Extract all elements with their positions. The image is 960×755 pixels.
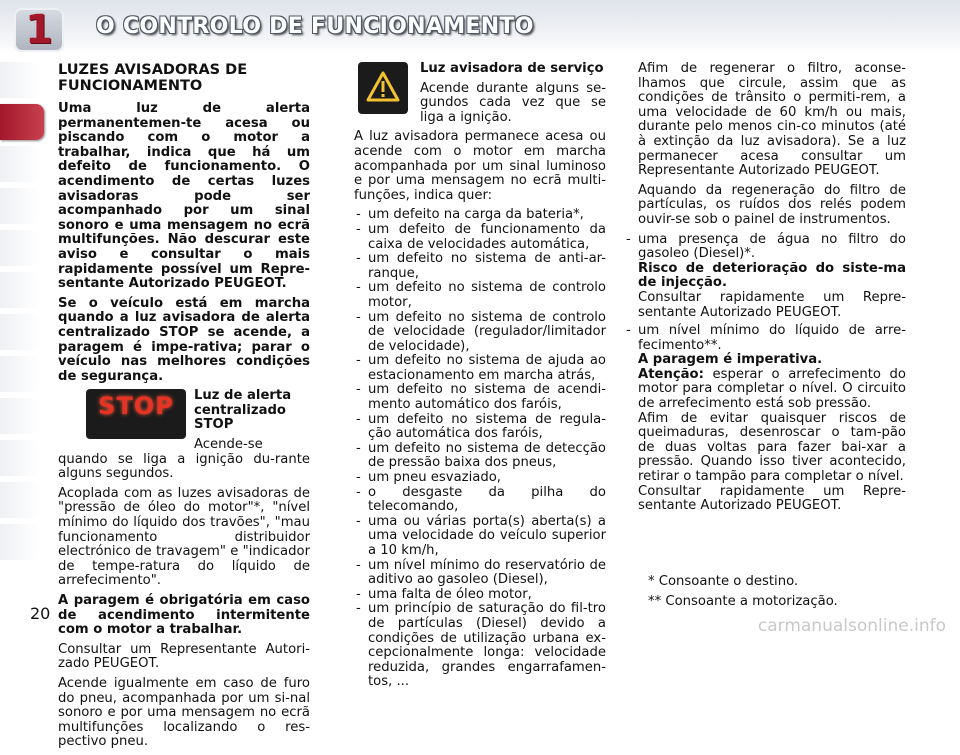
list-item: - um defeito de funcionamento da caixa de velocidades automática, [354, 223, 606, 252]
burn-risk-text: Afim de evitar quaisquer riscos de queimaduras, desenroscar o tam-pão de duas voltas para fazer bai-xar a pressão. Quando isso tiver acontecido, retirar o tampão para completar o nível. [638, 410, 906, 485]
fault-list [354, 208, 606, 690]
chapter-tab[interactable] [0, 482, 40, 518]
list-item: - um nível mínimo do reservatório de aditivo ao gasoleo (Diesel), [354, 559, 606, 588]
list-item: - um defeito no sistema de ajuda ao estacionamento em marcha atrás, [354, 354, 606, 383]
page-title: O CONTROLO DE FUNCIONAMENTO [96, 14, 534, 39]
service-lamp-desc: Acende durante alguns se-gundos cada vez que se liga a ignição. [420, 80, 606, 125]
list-item: - um defeito no sistema de anti-ar-ranque, [354, 252, 606, 281]
chapter-tab-active[interactable] [0, 104, 44, 140]
chapter-tab[interactable] [0, 62, 40, 98]
list-item: - o desgaste da pilha do telecomando, [354, 486, 606, 515]
chapter-tab[interactable] [0, 314, 40, 350]
water-in-filter-text: - uma presença de água no filtro do gasoleo (Diesel)*. [638, 231, 906, 262]
column-1 [58, 62, 310, 755]
chapter-tab[interactable] [0, 356, 40, 392]
list-item [624, 233, 906, 321]
consult-text: Consultar rapidamente um Repre-sentante Autorizado PEUGEOT. [638, 289, 906, 320]
list-item: - um defeito no sistema de acendi-mento automático dos faróis, [354, 383, 606, 412]
regeneration-text: Afim de regenerar o filtro, aconse-lhamos que circule, assim que as condições de trânsito o permiti-rem, a uma velocidade de 60 km/h ou mais, durante pelo menos cin-co minutos (até à extinção da luz avisadora). Se a luz permanecer acesa consultar um Representante Autorizado PEUGEOT. [638, 61, 906, 179]
list-item: - um defeito no sistema de controlo motor, [354, 281, 606, 310]
consult-text: Consultar um Representante Autori-zado PEUGEOT. [58, 641, 310, 672]
section-title: LUZES AVISADORAS DE FUNCIONAMENTO [58, 62, 248, 94]
footnotes [648, 572, 918, 612]
list-item: - um defeito no sistema de regula-ção automática dos faróis, [354, 413, 606, 442]
stop-mandatory-text: A paragem é obrigatória em caso de acendimento intermitente com o motor a trabalhar. [58, 593, 310, 638]
chapter-badge [14, 8, 64, 52]
chapter-number: 1 [25, 7, 53, 53]
coolant-level-text: - um nível mínimo do líquido de arre-fecimento**. [638, 323, 906, 353]
list-item: - um pneu esvaziado, [354, 471, 606, 486]
attention-text: esperar o arrefecimento do motor para completar o nível. O circuito de arrefecimento está sob pressão. [638, 366, 906, 412]
chapter-tabs [0, 62, 40, 566]
fault-list-continued [624, 233, 906, 514]
footnote: ** Consoante a motorização. [648, 594, 838, 609]
footnote: * Consoante o destino. [648, 574, 799, 589]
list-item: - uma ou várias porta(s) aberta(s) a uma velocidade do veículo superior a 10 km/h, [354, 515, 606, 559]
column-3 [624, 62, 906, 514]
column-2 [354, 62, 606, 690]
service-lamp-title: Luz avisadora de serviço [420, 61, 604, 76]
injection-risk-text: Risco de deterioração do siste-ma de injecção. [638, 260, 906, 291]
chapter-tab[interactable] [0, 230, 40, 266]
page-number: 20 [30, 604, 51, 623]
watermark: carmanualsonline.info [757, 616, 946, 636]
stop-lamp-title: Luz de alerta centralizado STOP [194, 388, 292, 433]
chapter-tab[interactable] [0, 272, 40, 308]
relay-noise-text: Aquando da regeneração do filtro de partículas, os ruídos dos relés podem ouvir-se sob o painel de instrumentos. [638, 182, 906, 227]
consult-text: Consultar rapidamente um Repre-sentante Autorizado PEUGEOT. [638, 483, 906, 514]
chapter-tab[interactable] [0, 440, 40, 476]
chapter-tab[interactable] [0, 524, 40, 560]
stop-coupled-text: Acoplada com as luzes avisadoras de "pressão de óleo do motor"*, "nível mínimo do líquido dos travões", "mau funcionamento distribuidor electrónico de travagem" e "indicador de tempe-ratura do líquido de arrefecimento". [58, 485, 310, 589]
list-item [624, 324, 906, 514]
chapter-tab[interactable] [0, 398, 40, 434]
list-item: - um defeito no sistema de controlo de velocidade (regulador/limitador de velocidade), [354, 311, 606, 355]
service-warning-icon [358, 62, 408, 114]
list-item: - uma falta de óleo motor, [354, 588, 606, 603]
list-item: - um princípio de saturação do fil-tro de partículas (Diesel) devido a condições de utilização urbana ex-cepcionalmente longa: velocidade reduzida, grandes engarrafamen-tos, ... [354, 602, 606, 690]
page-header [0, 0, 960, 54]
stop-lamp-label: STOP [98, 392, 174, 421]
list-item: - um defeito na carga da bateria*, [354, 208, 606, 223]
stop-lamp-desc: Acende-se quando se liga a ignição du-rante alguns segundos. [58, 437, 310, 482]
stop-lamp-icon [86, 389, 186, 439]
chapter-tab[interactable] [0, 146, 40, 182]
intro-warning: Uma luz de alerta permanentemen-te acesa ou piscando com o motor a trabalhar, indica que há um defeito de funcionamento. O acendimento de certas luzes avisadoras pode ser acompanhado por um sinal sonoro e uma mensagem no ecrã multifunções. Não descurar este aviso e consultar o mais rapidamente possível um Repre-sentante Autorizado PEUGEOT. [58, 101, 310, 292]
stop-warning: Se o veículo está em marcha quando a luz avisadora de alerta centralizado STOP se acende, a paragem é impe-rativa; parar o veículo nas melhores condições de segurança. [58, 295, 310, 384]
service-lamp-text: A luz avisadora permanece acesa ou acende com o motor em marcha acompanhada por um sinal luminoso e por uma mensagem no ecrã multi-funções, indica quer: [354, 129, 606, 203]
list-item: - um defeito no sistema de detecção de pressão baixa dos pneus, [354, 442, 606, 471]
attention-label: Atenção: [638, 366, 704, 382]
tyre-text: Acende igualmente em caso de furo do pneu, acompanhada por um si-nal sonoro e por uma mensagem no ecrã multifunções localizando o res-pectivo pneu. [58, 675, 310, 750]
stop-imperative-text: A paragem é imperativa. [638, 352, 823, 368]
chapter-tab[interactable] [0, 188, 40, 224]
